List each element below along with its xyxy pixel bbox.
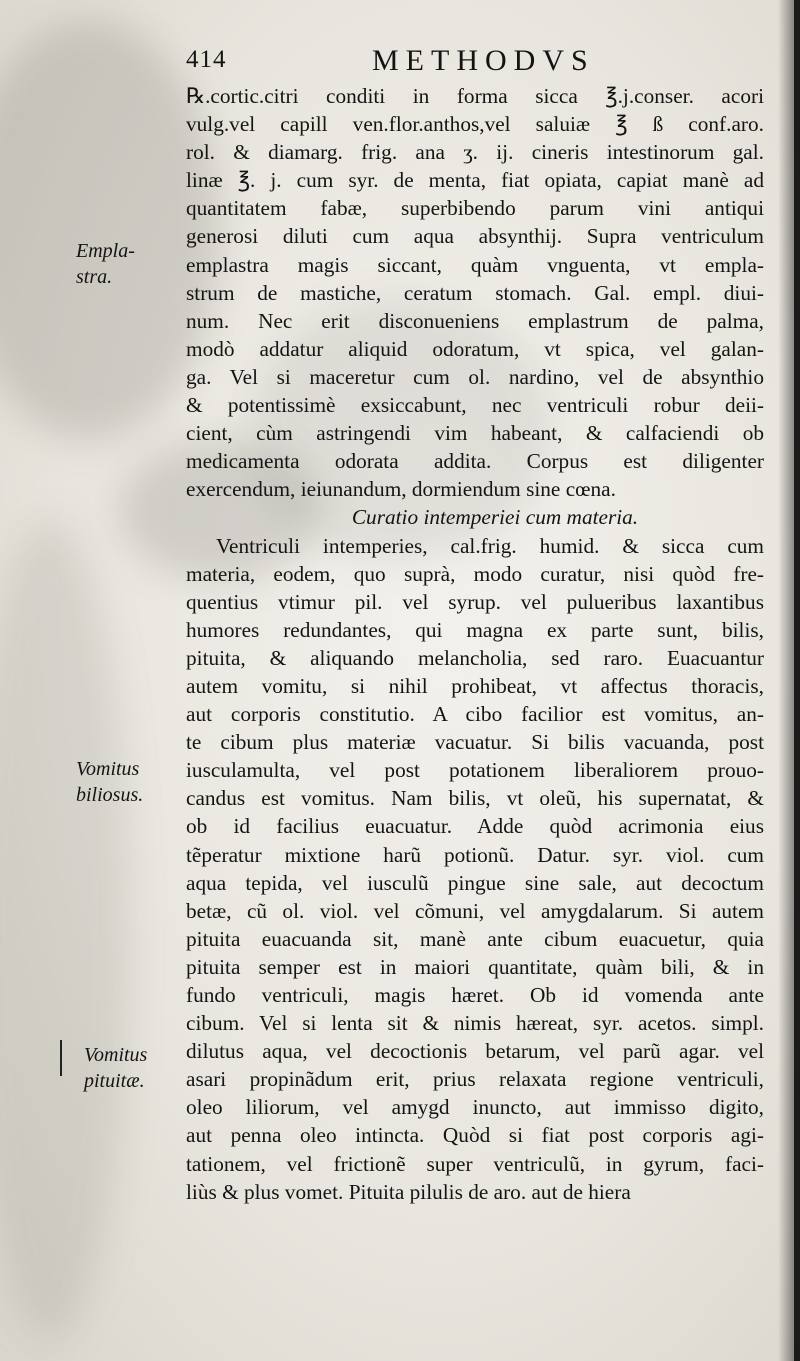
text-line: ob id facilius euacuatur. Adde quòd acrimonia eius — [186, 814, 764, 839]
text-line: aut corporis constitutio. A cibo facilior est vomitus, an- — [186, 702, 764, 727]
text-line: cibum. Vel si lenta sit & nimis hæreat, syr. acetos. simpl. — [186, 1011, 764, 1036]
text-line: generosi diluti cum aqua absynthij. Supra ventriculum — [186, 224, 764, 249]
text-line: linæ ℥. j. cum syr. de menta, fiat opiata, capiat manè ad — [186, 168, 764, 193]
text-line: tationem, vel frictionẽ super ventriculũ, in gyrum, faci- — [186, 1151, 764, 1176]
text-line: modò addatur aliquid odoratum, vt spica, vel galan- — [186, 336, 764, 361]
text-line: ga. Vel si maceretur cum ol. nardino, vel de absynthio — [186, 364, 764, 389]
text-line: dilutus aqua, vel decoctionis betarum, vel parũ agar. vel — [186, 1039, 764, 1064]
text-line: Ventriculi intemperies, cal.frig. humid. & sicca cum — [216, 533, 764, 558]
margin-note-emplastra: Empla- stra. — [76, 240, 135, 288]
text-line: tẽperatur mixtione harũ potionũ. Datur. syr. viol. cum — [186, 842, 764, 867]
text-line: & potentissimè exsiccabunt, nec ventriculi robur deii- — [186, 393, 764, 418]
running-head — [180, 44, 740, 84]
text-line: quentius vtimur pil. vel syrup. vel pulueribus laxantibus — [186, 589, 764, 614]
book-binding-edge — [794, 0, 800, 1361]
text-line: num. Nec erit disconueniens emplastrum de palma, — [186, 308, 764, 333]
running-title: METHODVS — [372, 44, 595, 77]
text-line: oleo liliorum, vel amygd inuncto, aut immisso digito, — [186, 1095, 764, 1120]
text-line: vulg.vel capill ven.flor.anthos,vel saluiæ ℥ ß conf.aro. — [186, 112, 764, 137]
section-heading: Curatio intemperiei cum materia. — [351, 505, 639, 530]
text-line: materia, eodem, quo suprà, modo curatur, nisi quòd fre- — [186, 561, 764, 586]
text-line: quantitatem fabæ, superbibendo parum vini antiqui — [186, 196, 764, 221]
text-line: pituita, & aliquando melancholia, sed raro. Euacuantur — [186, 645, 764, 670]
text-line: ℞.cortic.citri conditi in forma sicca ℥.j.conser. acori — [186, 84, 764, 108]
text-line: liùs & plus vomet. Pituita pilulis de aro. aut de hiera — [186, 1179, 631, 1204]
text-line: rol. & diamarg. frig. ana ʒ. ij. cineris intestinorum gal. — [186, 140, 764, 165]
paragraph-remedies — [186, 82, 764, 503]
text-line: autem vomitu, si nihil prohibeat, vt affectus thoracis, — [186, 673, 764, 698]
text-line: exercendum, ieiunandum, dormiendum sine cœna. — [186, 477, 616, 502]
text-line: iusculamulta, vel post potationem liberaliorem prouo- — [186, 758, 764, 783]
paragraph-intemperies — [186, 532, 764, 1206]
text-line: strum de mastiche, ceratum stomach. Gal. empl. diui- — [186, 280, 764, 305]
text-line: cient, cùm astringendi vim habeant, & calfaciendi ob — [186, 421, 764, 446]
text-line: asari propinãdum erit, prius relaxata regione ventriculi, — [186, 1067, 764, 1092]
text-line: betæ, cũ ol. viol. vel cõmuni, vel amygdalarum. Si autem — [186, 898, 764, 923]
text-line: pituita semper est in maiori quantitate, quàm bili, & in — [186, 954, 764, 979]
text-line: humores redundantes, qui magna ex parte sunt, bilis, — [186, 617, 764, 642]
text-line: fundo ventriculi, magis hæret. Ob id vomenda ante — [186, 983, 764, 1007]
text-line: aqua tepida, vel iusculũ pingue sine sale, aut decoctum — [186, 870, 764, 895]
text-line: emplastra magis siccant, quàm vnguenta, vt empla- — [186, 252, 764, 277]
paper-stain — [0, 520, 130, 1340]
margin-pen-mark — [60, 1040, 62, 1076]
text-line: candus est vomitus. Nam bilis, vt oleũ, his supernatat, & — [186, 786, 764, 811]
text-line: te cibum plus materiæ vacuatur. Si bilis vacuanda, post — [186, 730, 764, 755]
margin-note-vomitus-biliosus: Vomitus biliosus. — [76, 758, 144, 806]
text-line: aut penna oleo intincta. Quòd si fiat post corporis agi- — [186, 1123, 764, 1148]
margin-note-vomitus-pituitae: Vomitus pituitæ. — [84, 1044, 148, 1092]
text-line: pituita euacuanda sit, manè ante cibum euacuetur, quia — [186, 926, 764, 951]
text-line: medicamenta odorata addita. Corpus est diligenter — [186, 449, 764, 474]
page-number: 414 — [186, 46, 227, 73]
page-body — [186, 82, 764, 1206]
